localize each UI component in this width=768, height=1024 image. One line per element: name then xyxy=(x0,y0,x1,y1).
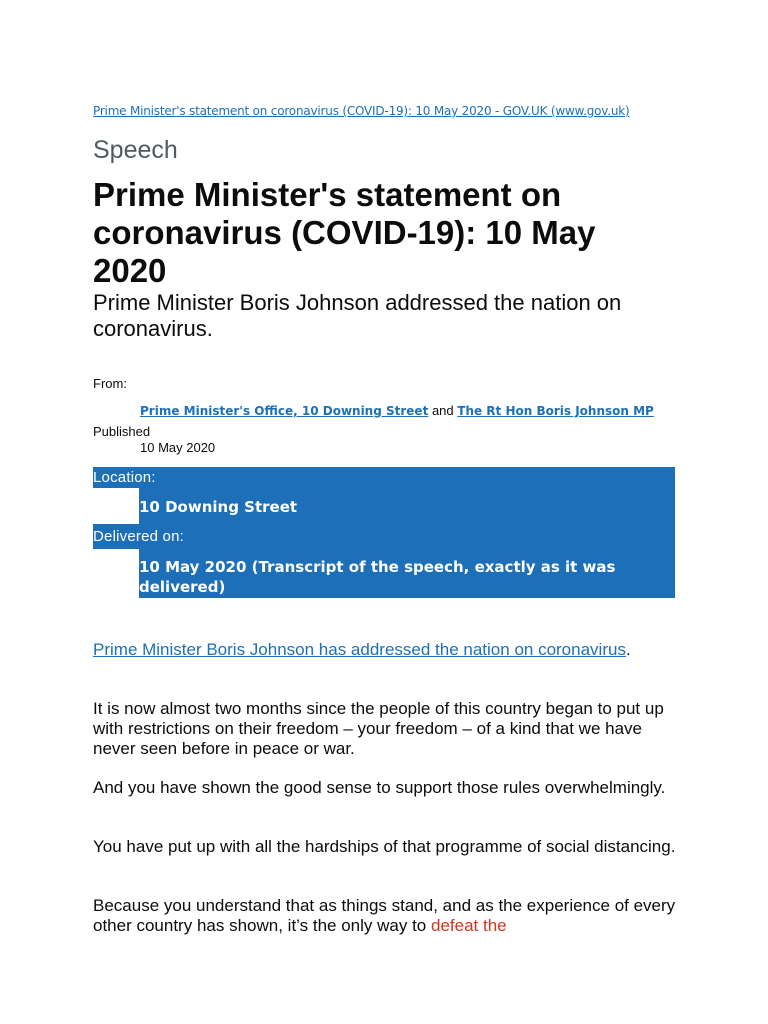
highlighted-text: defeat the xyxy=(430,916,507,935)
location-value-cell xyxy=(139,488,675,524)
intro-period: . xyxy=(625,640,631,659)
page-caption: Speech xyxy=(93,136,178,164)
from-org-link[interactable]: Prime Minister's Office, 10 Downing Street xyxy=(140,404,429,418)
location-label: Location: xyxy=(93,469,156,486)
location-value: 10 Downing Street xyxy=(139,498,298,516)
location-indent xyxy=(93,488,139,524)
location-row xyxy=(93,467,675,488)
lead-paragraph: Prime Minister Boris Johnson addressed the nation on coronavirus. xyxy=(93,290,622,341)
delivered-value: 10 May 2020 (Transcript of the speech, exactly as it was delivered) xyxy=(139,558,616,596)
speech-details-panel xyxy=(93,467,675,598)
from-label: From: xyxy=(93,376,127,391)
published-label: Published xyxy=(93,424,151,439)
body-paragraph xyxy=(93,896,683,936)
intro-paragraph xyxy=(93,640,683,660)
from-and-text: and xyxy=(431,403,454,418)
delivered-indent xyxy=(93,549,139,598)
source-link[interactable]: Prime Minister's statement on coronavirus (COVID-19): 10 May 2020 - GOV.UK (www.gov.uk) xyxy=(93,104,630,118)
published-date: 10 May 2020 xyxy=(140,440,216,455)
from-line xyxy=(140,403,654,418)
delivered-label: Delivered on: xyxy=(93,528,184,545)
paragraph-text: Because you understand that as things stand, and as the experience of every other country has shown, it’s the only way to xyxy=(93,896,676,935)
intro-link[interactable]: Prime Minister Boris Johnson has addressed the nation on coronavirus xyxy=(93,640,626,659)
body-paragraph: And you have shown the good sense to support those rules overwhelmingly. xyxy=(93,778,666,797)
from-person-link[interactable]: The Rt Hon Boris Johnson MP xyxy=(457,404,654,418)
body-paragraph: You have put up with all the hardships of that programme of social distancing. xyxy=(93,837,676,856)
page-title: Prime Minister's statement on coronavirus (COVID-19): 10 May 2020 xyxy=(93,176,596,289)
delivered-value-cell xyxy=(139,549,675,598)
delivered-row xyxy=(93,524,675,549)
body-paragraph: It is now almost two months since the people of this country began to put up with restrictions on their freedom – your freedom – of a kind that we have never seen before in peace or war. xyxy=(93,699,664,758)
